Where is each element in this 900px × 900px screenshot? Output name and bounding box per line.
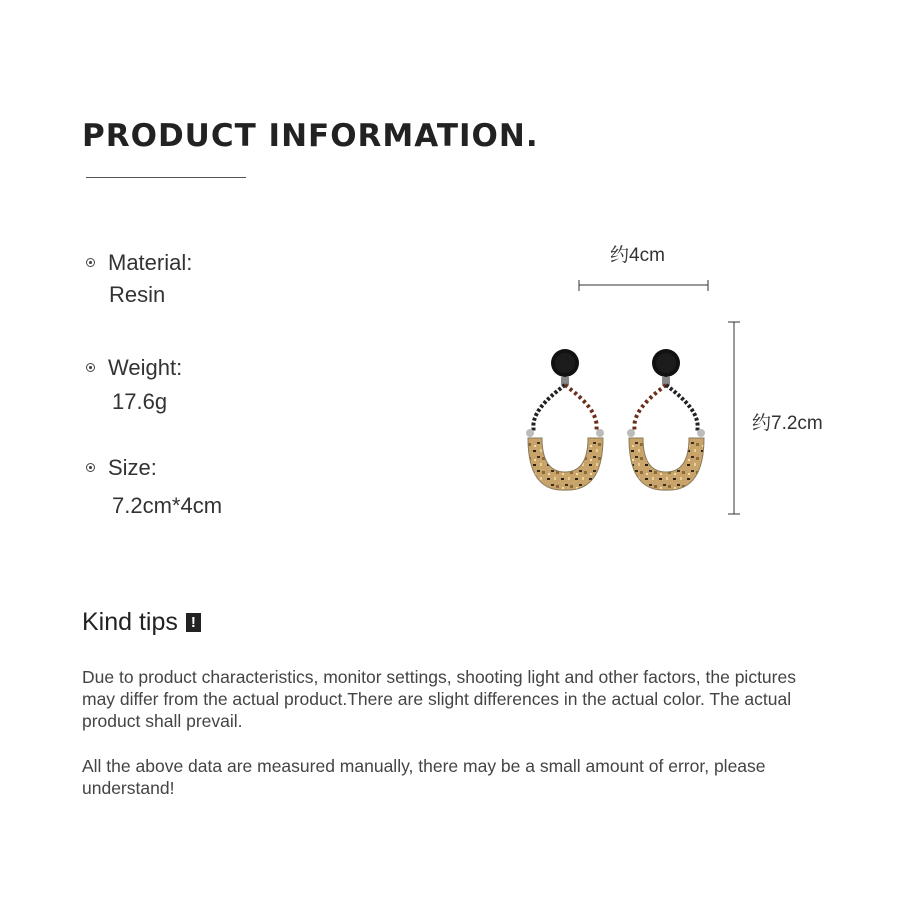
tips-paragraph-1: Due to product characteristics, monitor settings, shooting light and other factors, the pictures may differ from the actual product.There are slight differences in the actual color. The actual product shall prevail. <box>82 667 796 731</box>
width-measure-line <box>579 280 708 291</box>
title-divider <box>86 177 246 178</box>
kind-tips-title: Kind tips <box>82 608 178 636</box>
spec-label-size: Size: <box>108 455 157 480</box>
height-measure-line <box>728 322 740 514</box>
tips-paragraph-2: All the above data are measured manually, there may be a small amount of error, please understand! <box>82 756 766 798</box>
kind-tips-heading <box>82 608 201 637</box>
spec-value-size: 7.2cm*4cm <box>112 493 223 518</box>
height-dimension-label: 约7.2cm <box>752 413 823 434</box>
spec-label-material: Material: <box>108 250 193 275</box>
spec-value-weight: 17.6g <box>112 389 168 414</box>
spec-value-material: Resin <box>109 282 166 307</box>
earring-left <box>526 349 604 490</box>
bullet-icon <box>86 363 95 372</box>
width-dimension-label: 约4cm <box>610 245 665 266</box>
earring-right <box>627 349 705 490</box>
page-title: PRODUCT INFORMATION. <box>82 118 539 154</box>
warning-icon: ! <box>186 613 201 632</box>
bullet-icon <box>86 463 95 472</box>
bullet-icon <box>86 258 95 267</box>
spec-label-weight: Weight: <box>108 355 183 380</box>
